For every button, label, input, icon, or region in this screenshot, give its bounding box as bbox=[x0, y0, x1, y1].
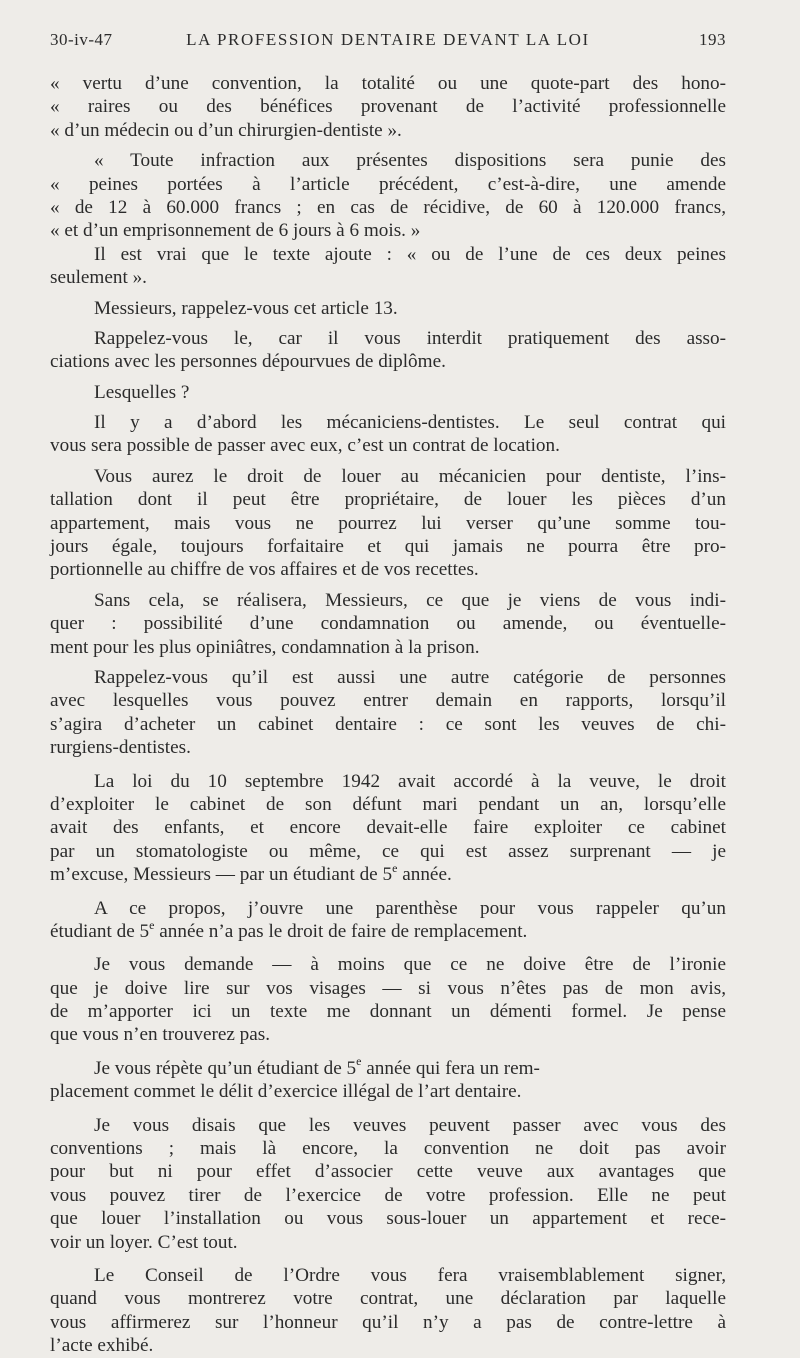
text-line: « Toute infraction aux présentes dispositions sera punie des bbox=[94, 150, 726, 172]
text-line: voir un loyer. C’est tout. bbox=[50, 1231, 238, 1253]
text-line: seulement ». bbox=[50, 267, 147, 289]
text-segment: année n’a pas le droit de faire de remplacement. bbox=[154, 920, 528, 942]
paragraph bbox=[50, 381, 726, 404]
paragraph bbox=[50, 297, 726, 320]
text-line: placement commet le délit d’exercice illégal de l’art dentaire. bbox=[50, 1081, 522, 1103]
paragraph bbox=[50, 770, 726, 887]
text-line: « vertu d’une convention, la totalité ou une quote-part des hono- bbox=[50, 73, 726, 94]
page-number: 193 bbox=[699, 30, 726, 49]
text-line: avec lesquelles vous pouvez entrer demain en rapports, lorsqu’il bbox=[50, 690, 726, 712]
text-segment: Je vous répète qu’un étudiant de 5 bbox=[94, 1057, 357, 1079]
text-line: Je vous disais que les veuves peuvent passer avec vous des bbox=[94, 1114, 726, 1136]
paragraph bbox=[50, 243, 726, 290]
text-line bbox=[50, 1054, 726, 1080]
text-line: « d’un médecin ou d’un chirurgien-dentiste ». bbox=[50, 119, 402, 141]
text-line: « raires ou des bénéfices provenant de l’activité professionnelle bbox=[50, 96, 726, 118]
superscript: e bbox=[149, 917, 155, 932]
paragraph bbox=[50, 666, 726, 760]
text-line: Le Conseil de l’Ordre vous fera vraisemblablement signer, bbox=[94, 1264, 726, 1286]
paragraph bbox=[50, 1264, 726, 1358]
text-line: Lesquelles ? bbox=[94, 381, 190, 403]
paragraph bbox=[50, 411, 726, 458]
text-line: s’agira d’acheter un cabinet dentaire : ce sont les veuves de chi- bbox=[50, 713, 726, 735]
text-line: quand vous montrerez votre contrat, une déclaration par laquelle bbox=[50, 1288, 726, 1310]
paragraph bbox=[50, 149, 726, 243]
superscript: e bbox=[356, 1054, 362, 1069]
text-line bbox=[50, 860, 726, 886]
text-line: Messieurs, rappelez-vous cet article 13. bbox=[94, 297, 398, 319]
text-line: vous affirmerez sur l’honneur qu’il n’y a pas de contre-lettre à bbox=[50, 1311, 726, 1333]
superscript: e bbox=[392, 860, 398, 875]
text-segment: année qui fera un rem- bbox=[361, 1057, 540, 1079]
text-line: vous pouvez tirer de l’exercice de votre profession. Elle ne peut bbox=[50, 1184, 726, 1206]
text-line: pour but ni pour effet d’associer cette veuve aux avantages que bbox=[50, 1161, 726, 1183]
text-line: Sans cela, se réalisera, Messieurs, ce que je viens de vous indi- bbox=[94, 589, 726, 611]
text-line: conventions ; mais là encore, la convention ne doit pas avoir bbox=[50, 1138, 726, 1160]
text-line: portionnelle au chiffre de vos affaires et de vos recettes. bbox=[50, 559, 479, 581]
text-segment: m’excuse, Messieurs — par un étudiant de 5 bbox=[50, 864, 393, 886]
header-date: 30-iv-47 bbox=[50, 30, 113, 49]
text-line bbox=[50, 917, 726, 943]
text-line: « peines portées à l’article précédent, c’est-à-dire, une amende bbox=[50, 173, 726, 195]
text-line: d’exploiter le cabinet de son défunt mari pendant un an, lorsqu’elle bbox=[50, 793, 726, 815]
text-segment: année. bbox=[397, 864, 452, 886]
text-line: par un stomatologiste ou même, ce qui est assez surprenant — je bbox=[50, 840, 726, 862]
text-line: avait des enfants, et encore devait-elle faire exploiter ce cabinet bbox=[50, 817, 726, 839]
text-line: Il est vrai que le texte ajoute : « ou de l’une de ces deux peines bbox=[94, 243, 726, 265]
text-segment: étudiant de 5 bbox=[50, 920, 150, 942]
text-line: jours égale, toujours forfaitaire et qui jamais ne pourra être pro- bbox=[50, 536, 726, 558]
text-line: La loi du 10 septembre 1942 avait accordé à la veuve, le droit bbox=[94, 770, 726, 792]
paragraph bbox=[50, 897, 726, 944]
text-line: que je doive lire sur vos visages — si vous n’êtes pas de mon avis, bbox=[50, 977, 726, 999]
text-line: de m’apporter ici un texte me donnant un démenti formel. Je pense bbox=[50, 1001, 726, 1023]
text-line: « et d’un emprisonnement de 6 jours à 6 mois. » bbox=[50, 220, 421, 242]
text-line: l’acte exhibé. bbox=[50, 1335, 154, 1357]
paragraph bbox=[50, 72, 726, 142]
paragraph bbox=[50, 1054, 726, 1104]
paragraph bbox=[50, 327, 726, 374]
text-line: Je vous demande — à moins que ce ne doive être de l’ironie bbox=[94, 954, 726, 976]
header-title: LA PROFESSION DENTAIRE DEVANT LA LOI bbox=[186, 30, 590, 49]
text-line: Vous aurez le droit de louer au mécanicien pour dentiste, l’ins- bbox=[94, 465, 726, 487]
text-line: ciations avec les personnes dépourvues de diplôme. bbox=[50, 351, 446, 373]
paragraph bbox=[50, 589, 726, 659]
text-line: que louer l’installation ou vous sous-louer un appartement et rece- bbox=[50, 1208, 726, 1230]
text-line: « de 12 à 60.000 francs ; en cas de récidive, de 60 à 120.000 francs, bbox=[50, 196, 726, 218]
text-line: Rappelez-vous le, car il vous interdit pratiquement des asso- bbox=[94, 327, 726, 349]
paragraph bbox=[50, 1114, 726, 1254]
text-line: Il y a d’abord les mécaniciens-dentistes. Le seul contrat qui bbox=[94, 412, 726, 434]
text-line: quer : possibilité d’une condamnation ou amende, ou éventuelle- bbox=[50, 613, 726, 635]
text-line: tallation dont il peut être propriétaire, de louer les pièces d’un bbox=[50, 489, 726, 511]
text-line: A ce propos, j’ouvre une parenthèse pour vous rappeler qu’un bbox=[94, 897, 726, 919]
running-header bbox=[50, 30, 726, 54]
page-body bbox=[50, 72, 726, 1358]
text-line: que vous n’en trouverez pas. bbox=[50, 1024, 271, 1046]
paragraph bbox=[50, 465, 726, 582]
text-line: appartement, mais vous ne pourrez lui verser qu’une somme tou- bbox=[50, 512, 726, 534]
text-line: ment pour les plus opiniâtres, condamnation à la prison. bbox=[50, 636, 480, 658]
text-line: vous sera possible de passer avec eux, c’est un contrat de location. bbox=[50, 435, 560, 457]
text-line: rurgiens-dentistes. bbox=[50, 737, 191, 759]
paragraph bbox=[50, 953, 726, 1047]
text-line: Rappelez-vous qu’il est aussi une autre catégorie de personnes bbox=[94, 666, 726, 688]
